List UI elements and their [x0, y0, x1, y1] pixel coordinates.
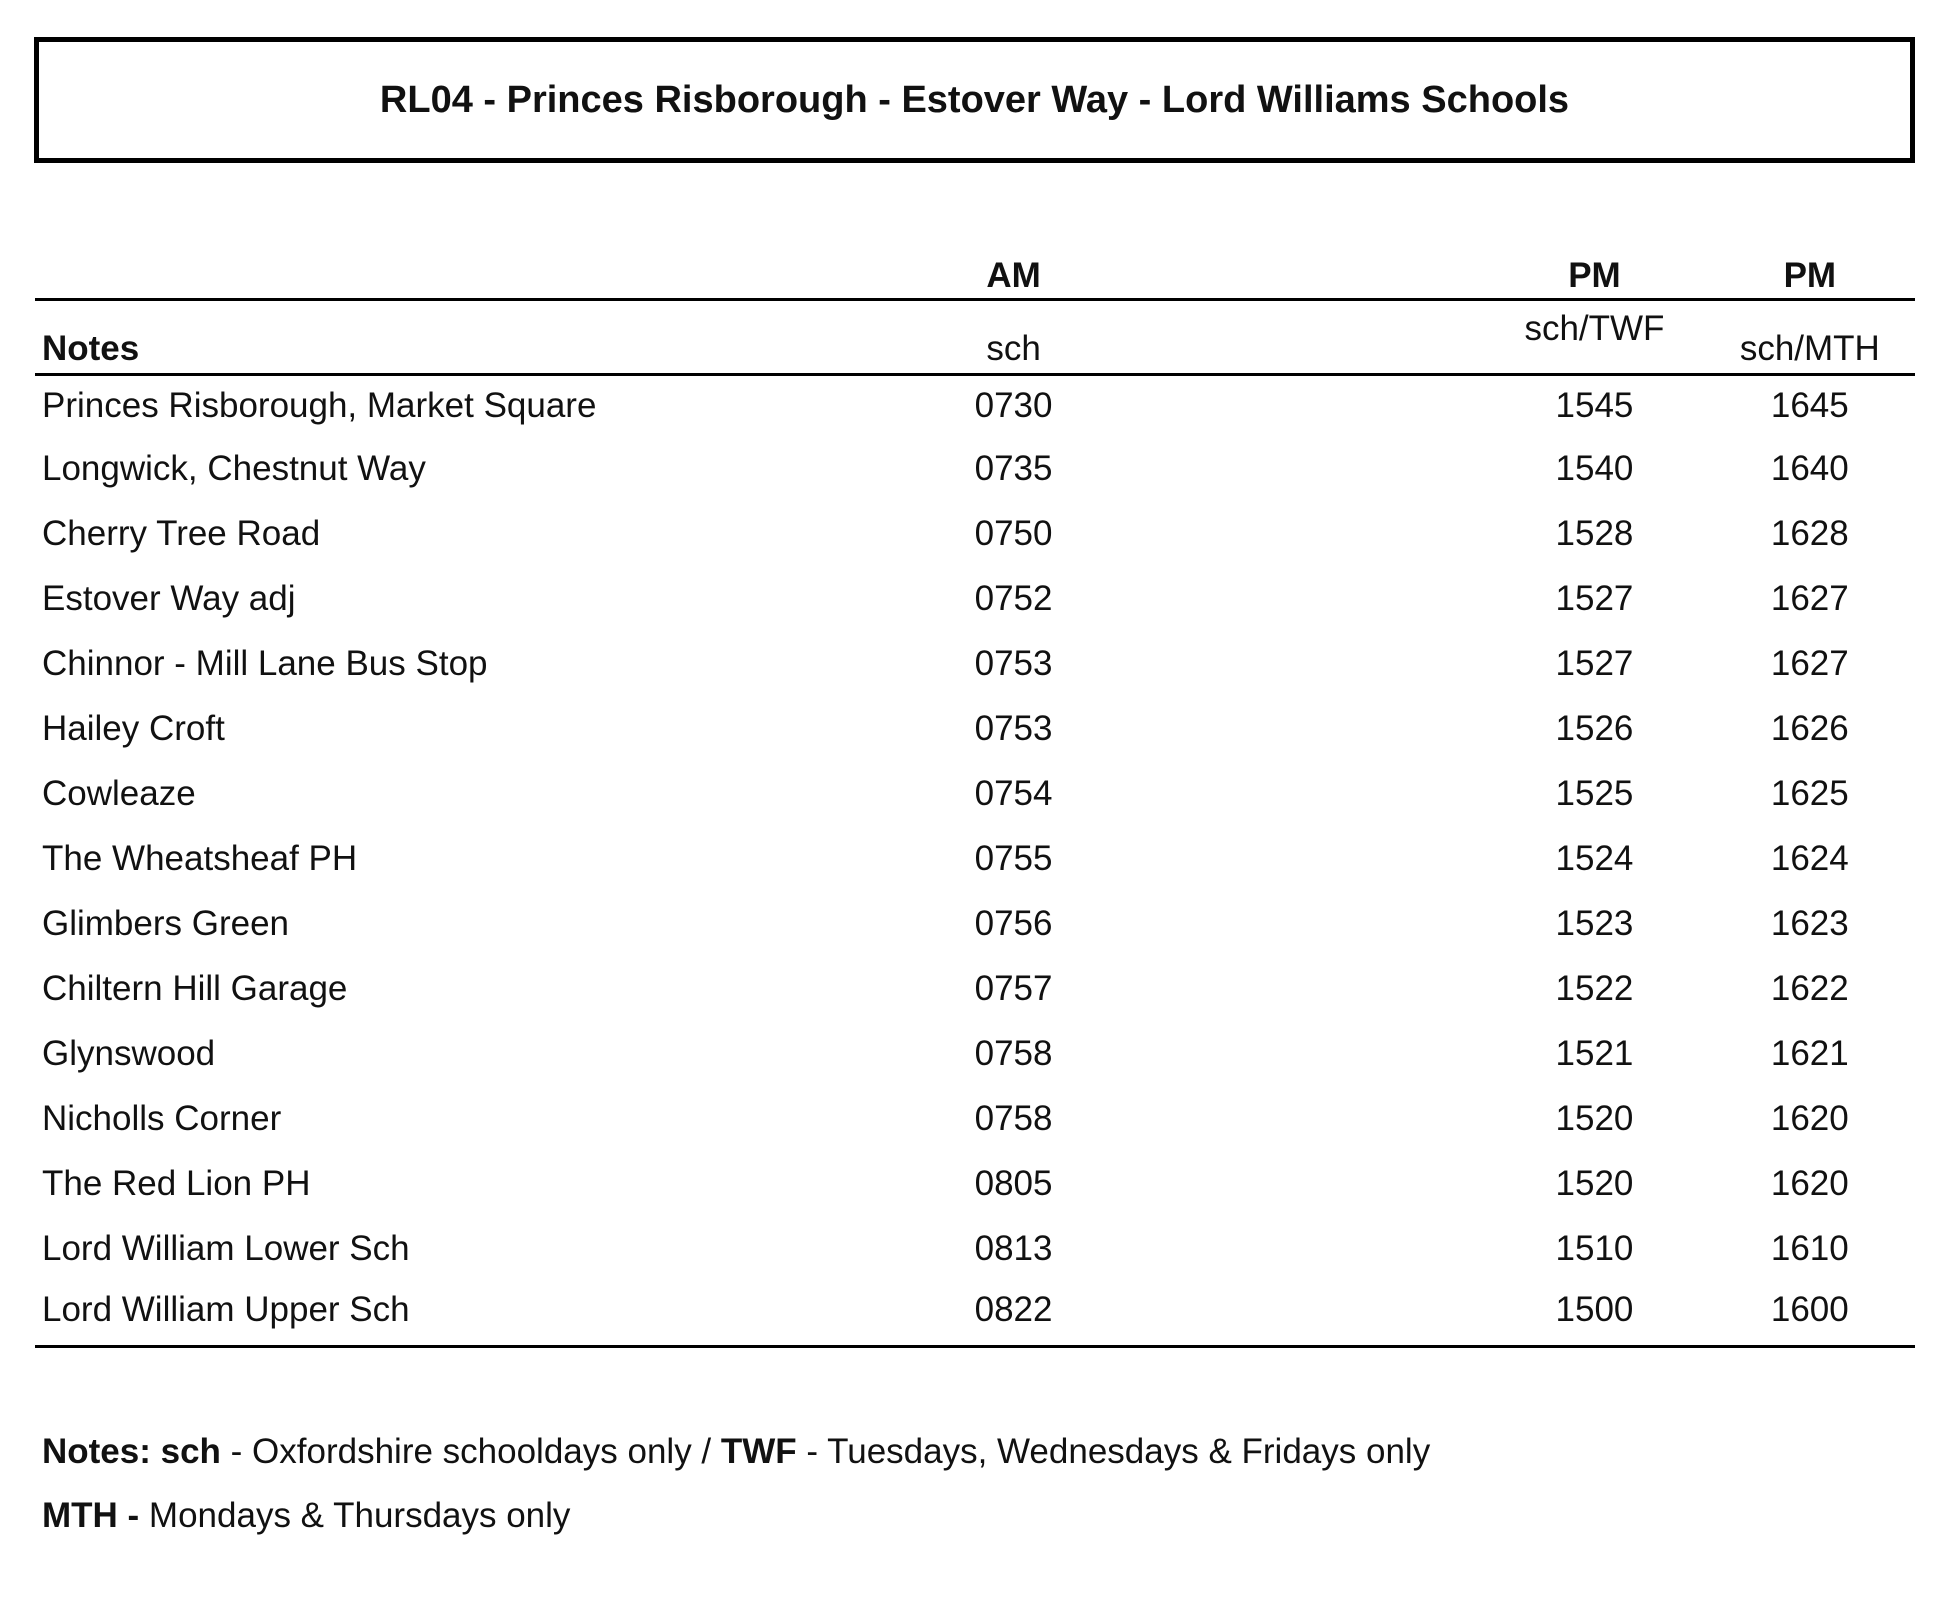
notes-mth-text: Mondays & Thursdays only	[148, 1496, 571, 1535]
gap-cell	[1184, 826, 1484, 891]
pm-mth-time: 1600	[1705, 1281, 1915, 1347]
notes-section	[42, 1420, 1430, 1548]
pm-mth-time: 1621	[1770, 1033, 1849, 1073]
stop-name: The Red Lion PH	[42, 1163, 311, 1203]
gap-cell	[1184, 1151, 1484, 1216]
timetable	[35, 250, 1915, 1348]
stop-name: Princes Risborough, Market Square	[42, 386, 597, 425]
am-time: 0735	[974, 448, 1053, 488]
header-pm2: PM	[1783, 256, 1837, 295]
stop-name: Glimbers Green	[42, 903, 290, 943]
am-time: 0805	[974, 1163, 1053, 1203]
pm-twf-time: 1521	[1555, 1033, 1634, 1073]
stop-name: Longwick, Chestnut Way	[42, 448, 426, 488]
pm-mth-time: 1624	[1770, 838, 1849, 878]
table-row	[35, 436, 1915, 501]
pm-twf-time: 1527	[1555, 578, 1634, 618]
table-row	[35, 696, 1915, 761]
pm-mth-time: 1626	[1770, 708, 1849, 748]
pm-mth-time: 1610	[1770, 1228, 1849, 1268]
table-row	[35, 1281, 1915, 1347]
table-row	[35, 891, 1915, 956]
gap-cell	[1184, 501, 1484, 566]
header-notes-label: Notes	[35, 300, 843, 375]
table-row	[35, 566, 1915, 631]
notes-line-1	[42, 1420, 1430, 1484]
am-time: 0750	[974, 513, 1053, 553]
table-row	[35, 375, 1915, 437]
gap-cell	[1184, 1021, 1484, 1086]
table-row	[35, 631, 1915, 696]
header-blank	[35, 250, 843, 300]
pm-twf-time: 1520	[1555, 1163, 1634, 1203]
header-am: AM	[986, 256, 1041, 295]
stop-name: Chinnor - Mill Lane Bus Stop	[42, 643, 488, 683]
gap-cell	[1184, 375, 1484, 437]
stop-name: Cowleaze	[42, 773, 196, 813]
stop-name: Chiltern Hill Garage	[42, 968, 348, 1008]
pm-mth-time: 1645	[1770, 386, 1849, 425]
am-time: 0753	[974, 708, 1053, 748]
am-time: 0757	[974, 968, 1053, 1008]
stop-name: Lord William Upper Sch	[35, 1281, 843, 1347]
pm-twf-time: 1526	[1555, 708, 1634, 748]
gap-cell	[1184, 891, 1484, 956]
stop-name: Nicholls Corner	[42, 1098, 282, 1138]
pm-twf-time: 1525	[1555, 773, 1634, 813]
notes-line-2	[42, 1484, 1430, 1548]
pm-mth-time: 1627	[1770, 643, 1849, 683]
pm-twf-time: 1500	[1484, 1281, 1704, 1347]
gap-cell	[1184, 956, 1484, 1021]
table-row	[35, 501, 1915, 566]
am-time: 0822	[843, 1281, 1184, 1347]
table-row	[35, 956, 1915, 1021]
table-row	[35, 1216, 1915, 1281]
gap-cell	[1184, 761, 1484, 826]
notes-sch-text: - Oxfordshire schooldays only /	[220, 1432, 721, 1471]
stop-name: Lord William Lower Sch	[42, 1228, 410, 1268]
am-time: 0813	[974, 1228, 1053, 1268]
pm-twf-time: 1540	[1555, 448, 1634, 488]
stop-name: Glynswood	[42, 1033, 216, 1073]
am-time: 0756	[974, 903, 1053, 943]
am-time: 0730	[974, 386, 1053, 425]
am-time: 0754	[974, 773, 1053, 813]
gap-cell	[1184, 1086, 1484, 1151]
gap-cell	[1184, 1281, 1484, 1347]
pm-mth-time: 1620	[1770, 1163, 1849, 1203]
gap-cell	[1184, 566, 1484, 631]
gap-cell	[1184, 1216, 1484, 1281]
header-gap	[1184, 250, 1484, 300]
pm-mth-time: 1627	[1770, 578, 1849, 618]
header-pm1: PM	[1568, 256, 1621, 295]
am-time: 0758	[974, 1033, 1053, 1073]
table-row	[35, 1086, 1915, 1151]
header-pm2-sub: sch/MTH	[1705, 300, 1915, 375]
pm-mth-time: 1640	[1770, 448, 1849, 488]
table-row	[35, 1021, 1915, 1086]
gap-cell	[1184, 696, 1484, 761]
pm-twf-time: 1522	[1555, 968, 1634, 1008]
pm-mth-time: 1625	[1770, 773, 1849, 813]
stop-name: Estover Way adj	[42, 578, 296, 618]
am-time: 0752	[974, 578, 1053, 618]
header-row-period	[35, 250, 1915, 300]
page-title: RL04 - Princes Risborough - Estover Way - Lord Williams Schools	[379, 78, 1570, 121]
title-box	[34, 37, 1915, 163]
table-row	[35, 826, 1915, 891]
am-time: 0755	[974, 838, 1053, 878]
stop-name: Hailey Croft	[42, 708, 225, 748]
notes-twf-label: TWF	[720, 1432, 797, 1471]
pm-twf-time: 1528	[1555, 513, 1634, 553]
am-time: 0753	[974, 643, 1053, 683]
pm-twf-time: 1524	[1555, 838, 1634, 878]
pm-mth-time: 1620	[1770, 1098, 1849, 1138]
pm-twf-time: 1527	[1555, 643, 1634, 683]
table-row	[35, 1151, 1915, 1216]
header-gap-sub	[1184, 300, 1484, 375]
pm-mth-time: 1623	[1770, 903, 1849, 943]
gap-cell	[1184, 631, 1484, 696]
header-row-notes	[35, 300, 1915, 375]
pm-twf-time: 1545	[1555, 386, 1634, 425]
notes-sch-label: Notes: sch	[42, 1432, 221, 1471]
pm-twf-time: 1510	[1555, 1228, 1634, 1268]
notes-mth-label: MTH -	[42, 1496, 149, 1535]
header-pm1-sub: sch/TWF	[1484, 300, 1704, 375]
pm-mth-time: 1628	[1770, 513, 1849, 553]
header-am-sub: sch	[843, 300, 1184, 375]
notes-twf-text: - Tuesdays, Wednesdays & Fridays only	[796, 1432, 1431, 1471]
stop-name: The Wheatsheaf PH	[42, 838, 358, 878]
pm-twf-time: 1520	[1555, 1098, 1634, 1138]
pm-twf-time: 1523	[1555, 903, 1634, 943]
pm-mth-time: 1622	[1770, 968, 1849, 1008]
stop-name: Cherry Tree Road	[42, 513, 321, 553]
am-time: 0758	[974, 1098, 1053, 1138]
table-row	[35, 761, 1915, 826]
gap-cell	[1184, 436, 1484, 501]
